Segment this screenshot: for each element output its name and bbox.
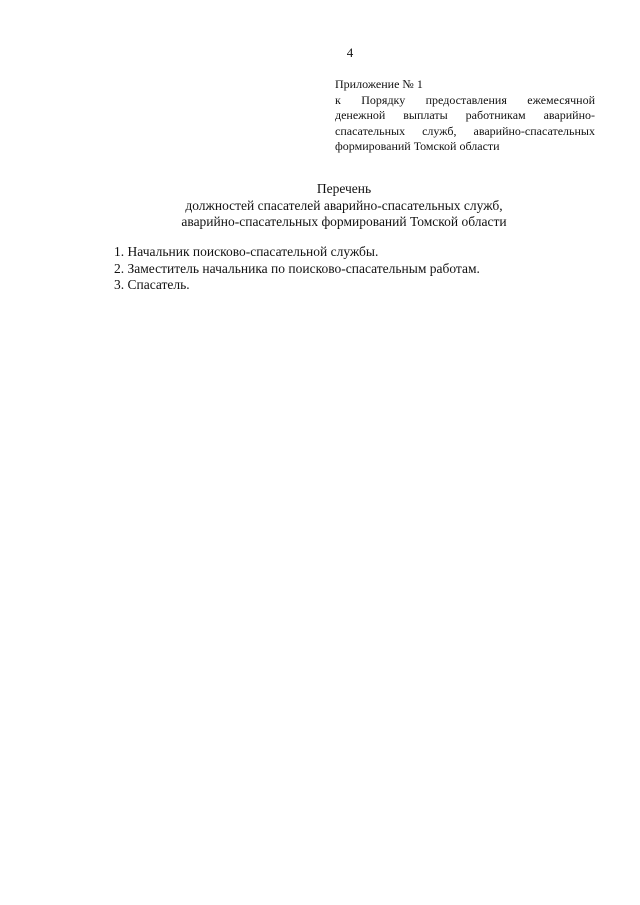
list-item: 1. Начальник поисково-спасательной службы. [114, 244, 379, 259]
page-number: 4 [346, 45, 354, 60]
list-heading [0, 181, 640, 231]
list-item: 2. Заместитель начальника по поисково-спасательным работам. [114, 260, 480, 276]
heading-line-3: аварийно-спасательных формирований Томской области [181, 214, 507, 229]
heading-line-2: должностей спасателей аварийно-спасательных служб, [185, 197, 503, 213]
heading-line-title: Перечень [316, 181, 372, 196]
list-item: 3. Спасатель. [114, 277, 190, 292]
appendix-block [335, 77, 595, 155]
appendix-body: к Порядку предоставления ежемесячной денежной выплаты работникам аварийно-спасательных служб, аварийно-спасательных формирований Томской области [335, 92, 595, 153]
appendix-title: Приложение № 1 [335, 77, 423, 91]
positions-list [114, 244, 480, 294]
